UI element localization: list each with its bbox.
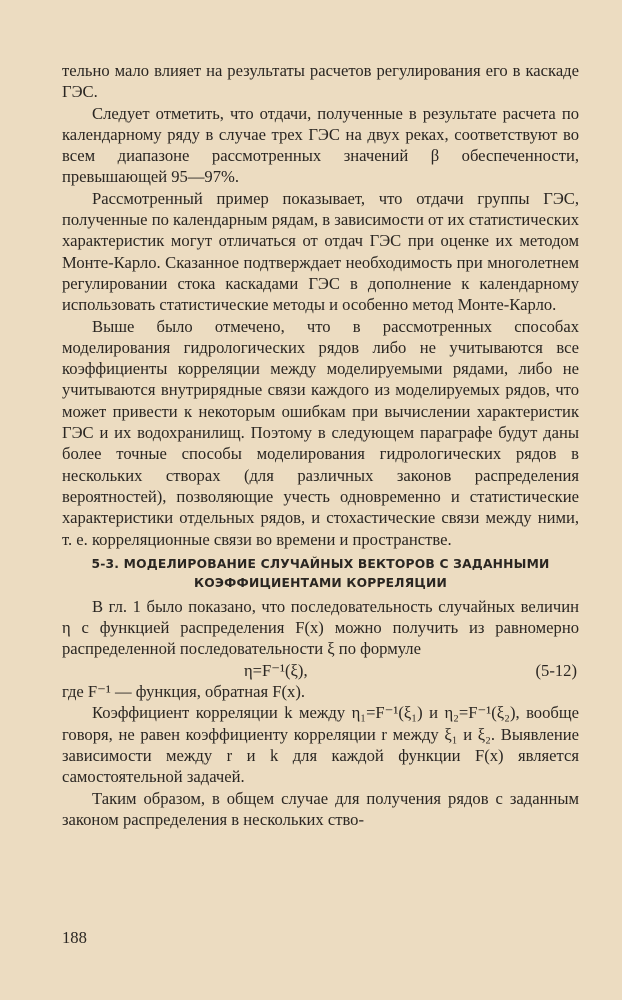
paragraph-distribution-intro: В гл. 1 было показано, что последовательность случайных величин η с функцией распределения F(x) можно получить из равномерно распределенной последовательности ξ по формуле <box>62 596 579 659</box>
formula-5-12: η=F⁻¹(ξ), <box>244 660 308 680</box>
paragraph-correlation-coefficient: Коэффициент корреляции k между η₁=F⁻¹(ξ₁) и η₂=F⁻¹(ξ₂), вообще говоря, не равен коэффициенту корреляции r между ξ₁ и ξ₂. Выявление зависимости между r и k для каждой функции F(x) является самостоятельной задачей. <box>62 703 579 787</box>
equation-number: (5-12) <box>535 660 577 680</box>
section-heading <box>62 555 579 593</box>
paragraph-example-conclusion: Рассмотренный пример показывает, что отдачи группы ГЭС, полученные по календарным рядам, в зависимости от их статистических характеристик могут отличаться от отдач ГЭС при оценке их методом Монте-Карло. Сказанное подтверждает необходимость при многолетнем регулировании стока каскадами ГЭС в дополнение к календарному использовать статистические методы и особенно метод Монте-Карло. <box>62 188 579 315</box>
paragraph-calendar-series: Следует отметить, что отдачи, полученные в результате расчета по календарному ряду в случае трех ГЭС на двух реках, соответствуют во всем диапазоне рассмотренных значений β обеспеченности, превышающей 95—97%. <box>62 103 579 187</box>
page-text <box>62 60 579 830</box>
paragraph-modeling-methods: Выше было отмечено, что в рассмотренных способах моделирования гидрологических рядов либо не учитываются все коэффициенты корреляции между моделируемыми рядами, либо не учитываются внутрирядные связи каждого из моделируемых рядов, что может привести к некоторым ошибкам при вычислении характеристик ГЭС и их водохранилищ. Поэтому в следующем параграфе будут даны более точные способы моделирования гидрологических рядов в нескольких створах (для различных законов распределения вероятностей), позволяющие учесть одновременно и статистические характеристики отдельных рядов, и стохастические связи между ними, т. е. корреляционные связи во времени и пространстве. <box>62 316 579 549</box>
paragraph-continuation: тельно мало влияет на результаты расчетов регулирования его в каскаде ГЭС. <box>62 61 579 102</box>
section-heading-line-1: 5-3. МОДЕЛИРОВАНИЕ СЛУЧАЙНЫХ ВЕКТОРОВ С ЗАДАННЫМИ <box>91 556 550 571</box>
formula-line <box>62 660 579 681</box>
formula-explanation: где F⁻¹ — функция, обратная F(x). <box>62 682 306 702</box>
paragraph-general-case: Таким образом, в общем случае для получения рядов с заданным законом распределения в нескольких ство- <box>62 788 579 829</box>
page-number: 188 <box>62 928 87 947</box>
section-heading-line-2: КОЭФФИЦИЕНТАМИ КОРРЕЛЯЦИИ <box>194 575 447 590</box>
